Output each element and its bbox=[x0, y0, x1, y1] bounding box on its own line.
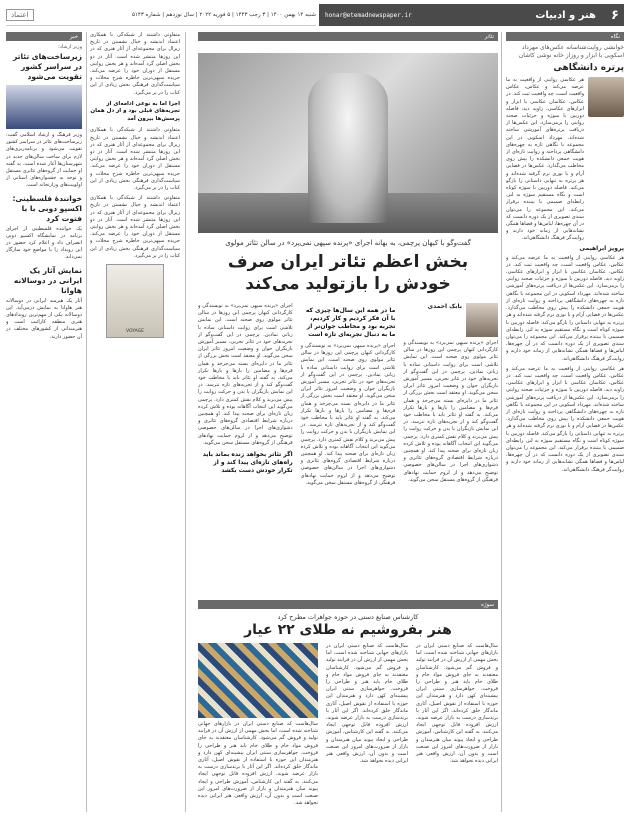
book-cover-image bbox=[106, 264, 164, 338]
opinion-headline: پرتره دانشگاهی bbox=[553, 63, 624, 73]
masthead-left bbox=[6, 4, 316, 26]
feature-col-2 bbox=[326, 643, 408, 807]
stage-photo bbox=[198, 53, 498, 233]
opinion-author-box bbox=[506, 77, 624, 243]
main-pullquote-2: اگر تئاتر بخواهد زنده بماند باید راه‌های تازه‌ای پیدا کند و از تکرار خودش دست بکشد bbox=[202, 451, 293, 475]
column-review bbox=[90, 32, 180, 812]
news-label: خبر bbox=[6, 32, 82, 41]
column-news bbox=[6, 32, 82, 812]
main-body bbox=[198, 303, 498, 487]
feature-label: سوژه bbox=[198, 600, 498, 609]
masthead-right bbox=[319, 4, 624, 26]
review-text-3: متفاوتی داشتند از شبکه‌گی با همکاری اعتماد اندیشه و خیال نشستن در تاریخ ریزال برای مجموعه‌ای از آثار هنری که در این روزها منتشر شده است. آثار در دو بخش اصلی گرد آمده‌اند و هر بخش روایتی مستقل از دوران خود را عرضه می‌کند. جریده سپهی‌ترین خاطره شرح محلات و سیاست‌گذاری فرهنگی بخش زیادی از این کتاب را در بر می‌گیرد. bbox=[90, 195, 180, 259]
jewelry-tile-image bbox=[198, 643, 318, 718]
main-col-3 bbox=[198, 303, 293, 487]
newspaper-logo: اعتماد bbox=[6, 9, 34, 21]
main-label: تئاتر bbox=[198, 32, 498, 41]
performer-figure bbox=[308, 73, 388, 223]
news-headline-1: زیرساخت‌های تئاتر در سراسر کشور تقویت می‌شود bbox=[12, 52, 82, 81]
main-text-3: اجرای «پرنده سپهی نمی‌پرد» به نویسندگی و کارگردانی کیهان پرچمی این روزها در سالن تئاتر مولوی روی صحنه است. این نمایش تلاشی است برای روایت داستانی ساده با زبانی نمادین. پرچمی در این گفت‌وگو از تجربه‌های خود در تئاتر تجربی، مسیر آموزش بازیگران جوان و وضعیت امروز تئاتر ایران سخن می‌گوید. او معتقد است بخش بزرگی از تئاتر ما در دایره‌ای بسته می‌چرخد و همان فرم‌ها و مضامین را بارها و بارها تکرار می‌کند. به گفته او تئاتر باید با مخاطب خود گفت‌وگو کند و از تجربه‌های تازه نترسد. در این نمایش بازیگران با بدن و حرکت روایت را پیش می‌برند و کلام نقش کمتری دارد. پرچمی می‌گوید این انتخاب آگاهانه بوده و تلاش کرده زبان تازه‌ای برای صحنه پیدا کند. او همچنین درباره شرایط اقتصادی گروه‌های تئاتری و دشواری‌های اجرا در سالن‌های خصوصی توضیح می‌دهد و از لزوم حمایت نهادهای فرهنگی از گروه‌های مستقل سخن می‌گوید. bbox=[198, 303, 293, 446]
review-pullquote: اجرا اما به نوعی ادامه‌ای از تجربه‌های قبلی بود و از دل همان پرسش‌ها بیرون آمد bbox=[90, 100, 180, 122]
opinion-author: پرویز ابراهیمی bbox=[579, 244, 624, 252]
main-text-2: اجرای «پرنده سپهی نمی‌پرد» به نویسندگی و کارگردانی کیهان پرچمی این روزها در سالن تئاتر مولوی روی صحنه است. این نمایش تلاشی است برای روایت داستانی ساده با زبانی نمادین. پرچمی در این گفت‌وگو از تجربه‌های خود در تئاتر تجربی، مسیر آموزش بازیگران جوان و وضعیت امروز تئاتر ایران سخن می‌گوید. او معتقد است بخش بزرگی از تئاتر ما در دایره‌ای بسته می‌چرخد و همان فرم‌ها و مضامین را بارها و بارها تکرار می‌کند. به گفته او تئاتر باید با مخاطب خود گفت‌وگو کند و از تجربه‌های تازه نترسد. در این نمایش بازیگران با بدن و حرکت روایت را پیش می‌برند و کلام نقش کمتری دارد. پرچمی می‌گوید این انتخاب آگاهانه بوده و تلاش کرده زبان تازه‌ای برای صحنه پیدا کند. او همچنین درباره شرایط اقتصادی گروه‌های تئاتری و دشواری‌های اجرا در سالن‌های خصوصی توضیح می‌دهد و از لزوم حمایت نهادهای فرهنگی از گروه‌های مستقل سخن می‌گوید. bbox=[300, 343, 396, 486]
section-title: هنر و ادبیات bbox=[418, 4, 606, 26]
main-col-2 bbox=[301, 303, 396, 487]
opinion-kicker: خوانشی روایت‌شناسانه عکس‌های مهرداد اسکویی با ابزار و روزاز خانه نوشی کاشان bbox=[518, 44, 624, 59]
feature-col-1 bbox=[416, 643, 498, 807]
feature-body bbox=[198, 643, 498, 807]
news-body-3: آثار یک هنرمند ایرانی در دوسالانه هنر هاوانا به نمایش درمی‌آید. این دوسالانه یکی از مهم‌ترین رویدادهای هنری منطقه کارائیب است و هنرمندانی از کشورهای مختلف در آن حضور دارند. bbox=[6, 297, 82, 340]
date-line: شنبه ۱۴ بهمن ۱۴۰۰ | ۳ رجب ۱۴۴۳ | ۵ فوریه ۲۰۲۲ | سال نوزدهم | شماره ۵۱۴۳ bbox=[131, 11, 316, 18]
main-pullquote-1: ما در همه این سال‌ها چیزی که با آن فکر کردیم و کار کردیم، تجربه بود و مخاطب جوان‌تر از ما به دنبال تجربه‌ای تازه است bbox=[305, 307, 396, 338]
feature-article bbox=[198, 600, 498, 812]
column-divider bbox=[501, 32, 502, 812]
review-text-2: متفاوتی داشتند از شبکه‌گی با همکاری اعتماد اندیشه و خیال نشستن در تاریخ ریزال برای مجموعه‌ای از آثار هنری که در این روزها منتشر شده است. آثار در دو بخش اصلی گرد آمده‌اند و هر بخش روایتی مستقل از دوران خود را عرضه می‌کند. جریده سپهی‌ترین خاطره شرح محلات و سیاست‌گذاری فرهنگی بخش زیادی از این کتاب را در بر می‌گیرد. bbox=[90, 127, 180, 191]
news-kicker-1: وزیر ارشاد: bbox=[58, 44, 82, 50]
feature-headline: هنر بفروشیم نه طلای ۲۲ عیار bbox=[244, 622, 452, 638]
feature-text-1: سال‌هاست که صنایع دستی ایران در بازارهای جهانی شناخته شده است، اما بخش مهمی از ارزش آن در فرایند تولید و فروش گم می‌شود. کارشناسان معتقدند به جای فروش مواد خام و طلای خام باید هنر و طراحی را فروخت. جواهرسازی سنتی ایران پیشینه‌ای کهن دارد و هنرمندان این حوزه با استفاده از نقوش اصیل، آثاری ماندگار خلق کرده‌اند. اگر این آثار با برندسازی درست به بازار عرضه شوند، ارزش افزوده قابل توجهی ایجاد می‌کنند. به گفته این کارشناس، آموزش طراحی و ایجاد پیوند میان هنرمندان و بازار از ضرورت‌های امروز این صنعت است و بدون آن، ارزش واقعی هنر ایرانی دیده نخواهد شد. bbox=[416, 643, 498, 765]
main-subkicker: گفت‌وگو با کیهان پرچمی، به بهانه اجرای «پرنده سپهی نمی‌پرد» در سالن تئاتر مولوی bbox=[225, 239, 471, 247]
book-title: VOYAGE bbox=[125, 328, 145, 334]
opinion-label: نگاه bbox=[506, 32, 624, 41]
opinion-lead: هر عکاسی روایتی از واقعیت به ما عرضه می‌کند و عکاس، عکاس واقعیت است، چه واقعیت ثبت کند. در عکاس، عکاسان عکاسی با ابزار و ابزارهای عکاسی، زاویه دید، فاصله دوربین با سوژه و جزئیات صحنه روایتی را برمی‌سازد. این عکس‌ها از دریافت پرتره‌های آموزشی ساخته شده‌اند. مهرداد اسکویی در این مجموعه با نگاهی تازه به چهره‌های دانشگاهی پرداخته و روایت تازه‌ای از هویت جمعی دانشکده را پیش روی مخاطب می‌گذارد. عکس‌ها در فضایی آرام و با نوری نرم گرفته شده‌اند و هر پرتره به تنهایی داستانی را بازگو می‌کند. فاصله دوربین با سوژه کوتاه است و نگاه مستقیم سوژه به لنز، رابطه‌ای صمیمی با بیننده برقرار می‌کند. این مجموعه را می‌توان سندی تصویری از یک دوره دانست که در آن چهره‌ها، لباس‌ها و فضاها همگی نشانه‌هایی از زمانه خود دارند و روایت‌گر فرهنگ دانشگاهی‌اند. bbox=[506, 77, 584, 242]
main-headline: بخش اعظم تئاتر ایران صرف خودش را بازتولید می‌کند bbox=[227, 252, 469, 294]
feature-col-3 bbox=[198, 643, 318, 807]
section-email[interactable]: honar@etemadnewspaper.ir bbox=[319, 4, 418, 26]
opinion-body: هر عکاسی روایتی از واقعیت به ما عرضه می‌کند و عکاس، عکاس واقعیت است، چه واقعیت ثبت کند. در عکاس، عکاسان عکاسی با ابزار و ابزارهای عکاسی، زاویه دید، فاصله دوربین با سوژه و جزئیات صحنه روایتی را برمی‌سازد. این عکس‌ها از دریافت پرتره‌های آموزشی ساخته شده‌اند. مهرداد اسکویی در این مجموعه با نگاهی تازه به چهره‌های دانشگاهی پرداخته و روایت تازه‌ای از هویت جمعی دانشکده را پیش روی مخاطب می‌گذارد. عکس‌ها در فضایی آرام و با نوری نرم گرفته شده‌اند و هر پرتره به تنهایی داستانی را بازگو می‌کند. فاصله دوربین با سوژه کوتاه است و نگاه مستقیم سوژه به لنز، رابطه‌ای صمیمی با بیننده برقرار می‌کند. این مجموعه را می‌توان سندی تصویری از یک دوره دانست که در آن چهره‌ها، لباس‌ها و فضاها همگی نشانه‌هایی از زمانه خود دارند و روایت‌گر فرهنگ دانشگاهی‌اند. bbox=[506, 254, 624, 362]
main-col-1 bbox=[403, 303, 498, 487]
column-divider bbox=[185, 32, 186, 812]
feature-text-2: سال‌هاست که صنایع دستی ایران در بازارهای جهانی شناخته شده است، اما بخش مهمی از ارزش آن در فرایند تولید و فروش گم می‌شود. کارشناسان معتقدند به جای فروش مواد خام و طلای خام باید هنر و طراحی را فروخت. جواهرسازی سنتی ایران پیشینه‌ای کهن دارد و هنرمندان این حوزه با استفاده از نقوش اصیل، آثاری ماندگار خلق کرده‌اند. اگر این آثار با برندسازی درست به بازار عرضه شوند، ارزش افزوده قابل توجهی ایجاد می‌کنند. به گفته این کارشناس، آموزش طراحی و ایجاد پیوند میان هنرمندان و بازار از ضرورت‌های امروز این صنعت است و بدون آن، ارزش واقعی هنر ایرانی دیده نخواهد شد. bbox=[326, 643, 408, 765]
page-number: ۶ bbox=[606, 4, 624, 26]
opinion-body-cont: هر عکاسی روایتی از واقعیت به ما عرضه می‌کند و عکاس، عکاس واقعیت است، چه واقعیت ثبت کند. در عکاس، عکاسان عکاسی با ابزار و ابزارهای عکاسی، زاویه دید، فاصله دوربین با سوژه و جزئیات صحنه روایتی را برمی‌سازد. این عکس‌ها از دریافت پرتره‌های آموزشی ساخته شده‌اند. مهرداد اسکویی در این مجموعه با نگاهی تازه به چهره‌های دانشگاهی پرداخته و روایت تازه‌ای از هویت جمعی دانشکده را پیش روی مخاطب می‌گذارد. عکس‌ها در فضایی آرام و با نوری نرم گرفته شده‌اند و هر پرتره به تنهایی داستانی را بازگو می‌کند. فاصله دوربین با سوژه کوتاه است و نگاه مستقیم سوژه به لنز، رابطه‌ای صمیمی با بیننده برقرار می‌کند. این مجموعه را می‌توان سندی تصویری از یک دوره دانست که در آن چهره‌ها، لباس‌ها و فضاها همگی نشانه‌هایی از زمانه خود دارند و روایت‌گر فرهنگ دانشگاهی‌اند. bbox=[506, 365, 624, 473]
feature-text-3: سال‌هاست که صنایع دستی ایران در بازارهای جهانی شناخته شده است، اما بخش مهمی از ارزش آن در فرایند تولید و فروش گم می‌شود. کارشناسان معتقدند به جای فروش مواد خام و طلای خام باید هنر و طراحی را فروخت. جواهرسازی سنتی ایران پیشینه‌ای کهن دارد و هنرمندان این حوزه با استفاده از نقوش اصیل، آثاری ماندگار خلق کرده‌اند. اگر این آثار با برندسازی درست به بازار عرضه شوند، ارزش افزوده قابل توجهی ایجاد می‌کنند. به گفته این کارشناس، آموزش طراحی و ایجاد پیوند میان هنرمندان و بازار از ضرورت‌های امروز این صنعت است و بدون آن، ارزش واقعی هنر ایرانی دیده نخواهد شد. bbox=[198, 721, 318, 807]
main-text-1: اجرای «پرنده سپهی نمی‌پرد» به نویسندگی و کارگردانی کیهان پرچمی این روزها در سالن تئاتر مولوی روی صحنه است. این نمایش تلاشی است برای روایت داستانی ساده با زبانی نمادین. پرچمی در این گفت‌وگو از تجربه‌های خود در تئاتر تجربی، مسیر آموزش بازیگران جوان و وضعیت امروز تئاتر ایران سخن می‌گوید. او معتقد است بخش بزرگی از تئاتر ما در دایره‌ای بسته می‌چرخد و همان فرم‌ها و مضامین را بارها و بارها تکرار می‌کند. به گفته او تئاتر باید با مخاطب خود گفت‌وگو کند و از تجربه‌های تازه نترسد. در این نمایش بازیگران با بدن و حرکت روایت را پیش می‌برند و کلام نقش کمتری دارد. پرچمی می‌گوید این انتخاب آگاهانه بوده و تلاش کرده زبان تازه‌ای برای صحنه پیدا کند. او همچنین درباره شرایط اقتصادی گروه‌های تئاتری و دشواری‌های اجرا در سالن‌های خصوصی توضیح می‌دهد و از لزوم حمایت نهادهای فرهنگی از گروه‌های مستقل سخن می‌گوید. bbox=[403, 340, 498, 483]
main-author: بابک احمدی bbox=[427, 303, 462, 310]
column-opinion bbox=[506, 32, 624, 812]
masthead bbox=[6, 4, 624, 26]
news-body-1: وزیر فرهنگ و ارشاد اسلامی گفت: زیرساخت‌های تئاتر در سراسر کشور تقویت می‌شود و برنامه‌ریزی‌های لازم برای ساخت سالن‌های جدید در شهرستان‌ها آغاز شده است. به گفته او حمایت از گروه‌های تئاتری مستقل و توجه به جشنواره‌های استانی از اولویت‌های وزارتخانه است. bbox=[6, 132, 82, 189]
news-headline-3: نمایش آثار یک ایرانی در دوسالانه هاوانا bbox=[13, 265, 82, 295]
main-author-avatar bbox=[466, 303, 498, 337]
feature-kicker: کارشناس صنایع دستی در حوزه جواهرات مطرح کرد bbox=[277, 613, 419, 621]
news-body-2: یک خواننده فلسطینی از اجرای برنامه در نمایشگاه اکسپو دوبی انصراف داد و اعلام کرد حضور در این رویداد را با مواضع خود سازگار نمی‌داند. bbox=[6, 225, 82, 261]
news-headline-2: خوانندۀ فلسطینی: اکسپو دوبی با با فتوت کرد bbox=[12, 193, 82, 223]
review-text-1: متفاوتی داشتند از شبکه‌گی با همکاری اعتماد اندیشه و خیال نشستن در تاریخ ریزال برای مجموعه‌ای از آثار هنری که در این روزها منتشر شده است. آثار در دو بخش اصلی گرد آمده‌اند و هر بخش روایتی مستقل از دوران خود را عرضه می‌کند. جریده سپهی‌ترین خاطره شرح محلات و سیاست‌گذاری فرهنگی بخش زیادی از این کتاب را در بر می‌گیرد. bbox=[90, 32, 180, 96]
column-divider bbox=[86, 32, 87, 812]
minister-photo bbox=[6, 85, 82, 129]
author-avatar bbox=[588, 77, 624, 117]
main-author-box bbox=[403, 303, 498, 337]
